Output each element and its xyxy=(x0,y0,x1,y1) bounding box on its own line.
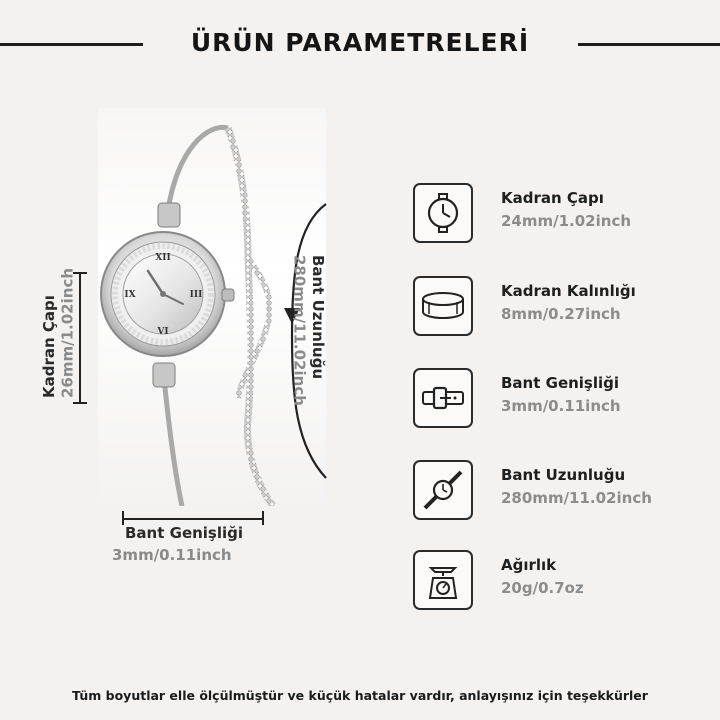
dial-thickness-icon xyxy=(413,276,473,336)
dial-numeral: IX xyxy=(124,290,136,300)
spec-value: 280mm/11.02inch xyxy=(501,489,652,507)
spec-label: Kadran Çapı xyxy=(501,189,604,207)
spec-item-dial-thickness xyxy=(413,276,713,338)
scale-icon xyxy=(413,550,473,610)
band-length-icon xyxy=(413,460,473,520)
watch-face-icon xyxy=(413,183,473,243)
dial-diameter-bar xyxy=(79,272,81,404)
spec-value: 8mm/0.27inch xyxy=(501,305,621,323)
band-width-value: 3mm/0.11inch xyxy=(112,546,232,564)
strap-buckle-icon xyxy=(413,368,473,428)
header-rule-right xyxy=(578,43,720,46)
spec-item-band-length xyxy=(413,460,713,522)
spec-item-band-width xyxy=(413,368,713,430)
page-title: ÜRÜN PARAMETRELERİ xyxy=(190,28,530,57)
band-width-cap-right xyxy=(262,511,264,525)
spec-label: Kadran Kalınlığı xyxy=(501,282,636,300)
spec-value: 20g/0.7oz xyxy=(501,579,584,597)
spec-label: Bant Uzunluğu xyxy=(501,466,626,484)
band-width-bar xyxy=(122,518,264,520)
band-length-annotation xyxy=(290,255,327,425)
dial-diameter-label: Kadran Çapı xyxy=(40,295,58,398)
spec-label: Ağırlık xyxy=(501,556,557,574)
band-width-label: Bant Genişliği xyxy=(125,524,244,542)
band-width-cap-left xyxy=(122,511,124,525)
spec-item-weight xyxy=(413,550,713,612)
band-width-annotation xyxy=(112,524,243,564)
spec-value: 24mm/1.02inch xyxy=(501,212,632,230)
dial-numeral: VI xyxy=(157,327,169,337)
spec-label: Bant Genişliği xyxy=(501,374,620,392)
band-length-label: Bant Uzunluğu xyxy=(308,255,327,380)
spec-item-dial-diameter xyxy=(413,183,713,245)
spec-value: 3mm/0.11inch xyxy=(501,397,621,415)
measurement-footnote: Tüm boyutlar elle ölçülmüştür ve küçük hatalar vardır, anlayışınız için teşekkürler xyxy=(72,688,648,703)
dial-numeral: III xyxy=(189,290,203,300)
dial-diameter-value: 26mm/1.02inch xyxy=(58,267,77,398)
dial-numeral: XII xyxy=(155,253,171,263)
band-length-value: 280mm/11.02inch xyxy=(290,255,309,406)
dial-diameter-cap-bottom xyxy=(73,402,87,404)
dial-diameter-annotation xyxy=(40,268,77,398)
